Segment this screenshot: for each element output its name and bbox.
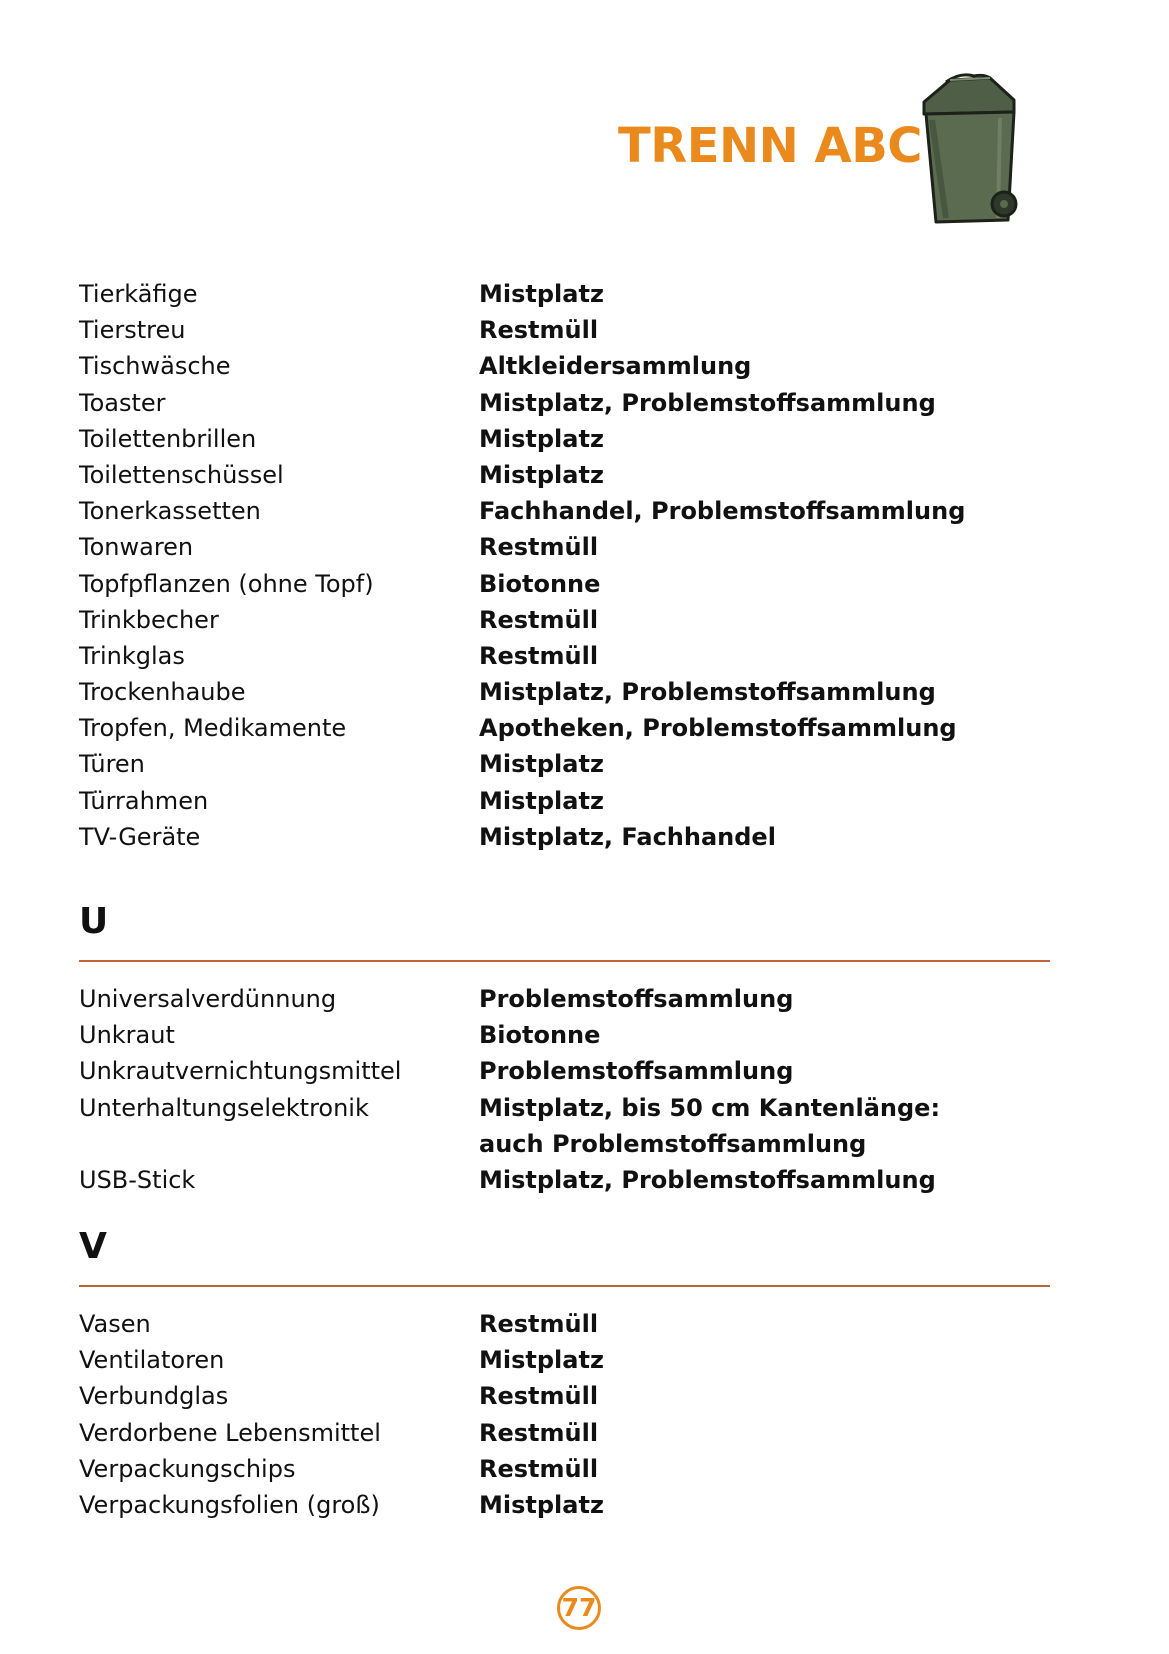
item-destination: Restmüll xyxy=(479,1454,599,1483)
item-destination: Problemstoffsammlung xyxy=(479,1057,794,1086)
section-t xyxy=(79,276,1079,855)
item-name: Universalverdünnung xyxy=(79,985,337,1013)
section-divider xyxy=(79,960,1050,962)
item-name: Trinkglas xyxy=(79,641,185,670)
list-item xyxy=(79,602,1079,638)
item-name: Tierstreu xyxy=(79,316,186,345)
list-item xyxy=(79,1017,1079,1053)
section-letter-u: U xyxy=(79,901,109,942)
list-item xyxy=(79,493,1079,529)
section-divider xyxy=(79,1285,1050,1287)
item-destination: Mistplatz xyxy=(479,1490,604,1519)
item-destination: Restmüll xyxy=(479,605,599,634)
section-v xyxy=(79,1306,1079,1523)
item-name: Unkraut xyxy=(79,1021,175,1050)
item-name: Trinkbecher xyxy=(79,605,219,634)
item-destination: Restmüll xyxy=(479,1418,599,1447)
list-item xyxy=(79,457,1079,493)
item-name: Unkrautvernichtungsmittel xyxy=(79,1057,402,1086)
item-name: Topfpflanzen (ohne Topf) xyxy=(79,569,374,598)
list-item xyxy=(79,1415,1079,1451)
item-name: Verdorbene Lebensmittel xyxy=(79,1418,381,1447)
item-name: Tonerkassetten xyxy=(79,497,261,526)
item-name: Tischwäsche xyxy=(79,352,231,381)
list-item xyxy=(79,783,1079,819)
item-name: Tierkäfige xyxy=(79,280,198,308)
item-destination: Mistplatz, Problemstoffsammlung xyxy=(479,678,936,707)
item-name: Vasen xyxy=(79,1310,151,1338)
item-destination: Problemstoffsammlung xyxy=(479,985,794,1013)
item-name: Toilettenbrillen xyxy=(79,424,257,453)
item-name: Verbundglas xyxy=(79,1382,229,1411)
item-destination: Mistplatz, Fachhandel xyxy=(479,822,776,851)
item-name: Türen xyxy=(79,750,145,779)
item-destination: Mistplatz, bis 50 cm Kantenlänge: auch Problemstoffsammlung xyxy=(479,1093,941,1158)
list-item xyxy=(79,348,1079,384)
item-destination: Mistplatz xyxy=(479,460,604,489)
list-item xyxy=(79,1053,1079,1089)
list-item xyxy=(79,1306,1079,1342)
item-destination: Mistplatz xyxy=(479,280,604,308)
waste-bin-icon xyxy=(910,72,1022,232)
list-item xyxy=(79,1378,1079,1414)
item-destination: Mistplatz xyxy=(479,750,604,779)
item-name: TV-Geräte xyxy=(79,822,201,851)
item-name: Verpackungschips xyxy=(79,1454,296,1483)
item-destination: Biotonne xyxy=(479,569,601,598)
item-name: Unterhaltungselektronik xyxy=(79,1093,369,1122)
section-u xyxy=(79,981,1079,1198)
item-destination: Mistplatz, Problemstoffsammlung xyxy=(479,1165,936,1194)
item-destination: Altkleidersammlung xyxy=(479,352,752,381)
item-name: Toilettenschüssel xyxy=(79,460,284,489)
item-name: USB-Stick xyxy=(79,1165,196,1194)
list-item xyxy=(79,385,1079,421)
list-item xyxy=(79,1342,1079,1378)
item-destination: Fachhandel, Problemstoffsammlung xyxy=(479,497,966,526)
item-name: Trockenhaube xyxy=(79,678,246,707)
item-destination: Mistplatz xyxy=(479,1346,604,1375)
list-item xyxy=(79,1090,1079,1162)
item-name: Türrahmen xyxy=(79,786,209,815)
list-item xyxy=(79,1451,1079,1487)
item-destination: Mistplatz xyxy=(479,424,604,453)
item-destination: Restmüll xyxy=(479,641,599,670)
list-item xyxy=(79,746,1079,782)
list-item xyxy=(79,421,1079,457)
page-number: 77 xyxy=(557,1586,601,1630)
item-name: Toaster xyxy=(79,388,166,417)
page-title: TRENN ABC xyxy=(618,118,923,174)
list-item xyxy=(79,312,1079,348)
item-destination: Restmüll xyxy=(479,316,599,345)
item-destination: Mistplatz xyxy=(479,786,604,815)
list-item xyxy=(79,710,1079,746)
item-destination: Biotonne xyxy=(479,1021,601,1050)
list-item xyxy=(79,819,1079,855)
item-destination: Restmüll xyxy=(479,1382,599,1411)
list-item xyxy=(79,529,1079,565)
section-letter-v: V xyxy=(79,1226,107,1267)
item-name: Verpackungsfolien (groß) xyxy=(79,1490,380,1519)
item-destination: Restmüll xyxy=(479,1310,599,1338)
list-item xyxy=(79,981,1079,1017)
list-item xyxy=(79,1162,1079,1198)
item-name: Tropfen, Medikamente xyxy=(79,714,347,743)
page-header xyxy=(0,0,1169,240)
item-destination: Mistplatz, Problemstoffsammlung xyxy=(479,388,936,417)
list-item xyxy=(79,1487,1079,1523)
item-name: Tonwaren xyxy=(79,533,194,562)
item-name: Ventilatoren xyxy=(79,1346,225,1375)
list-item xyxy=(79,566,1079,602)
item-destination: Apotheken, Problemstoffsammlung xyxy=(479,714,957,743)
list-item xyxy=(79,276,1079,312)
list-item xyxy=(79,638,1079,674)
list-item xyxy=(79,674,1079,710)
item-destination: Restmüll xyxy=(479,533,599,562)
